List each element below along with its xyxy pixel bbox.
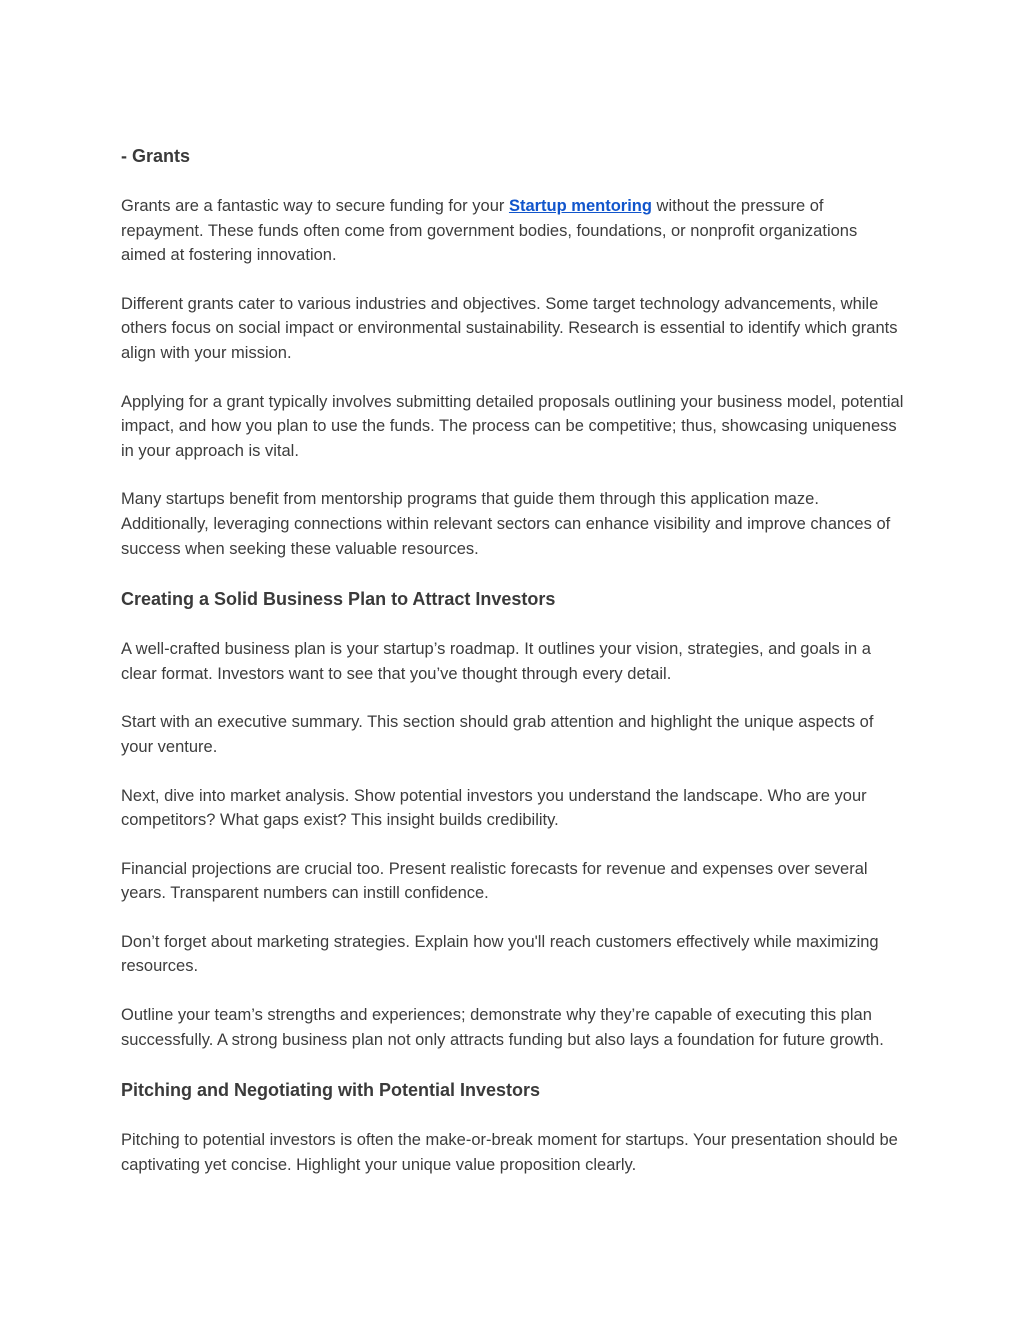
pitching-paragraph-1: Pitching to potential investors is often the make-or-break moment for startups. Your presentation should be captivating yet concise. Highlight your unique value proposition clearly. [121, 1131, 898, 1174]
grants-paragraph-4: Many startups benefit from mentorship programs that guide them through this application maze. Additionally, leveraging connections within relevant sectors can enhance visibility and improve chances of success when seeking these valuable resources. [121, 490, 891, 558]
business-plan-paragraph-2: Start with an executive summary. This section should grab attention and highlight the unique aspects of your venture. [121, 713, 874, 756]
document-page [121, 144, 906, 1177]
grants-paragraph-2: Different grants cater to various industries and objectives. Some target technology advancements, while others focus on social impact or environmental sustainability. Research is essential to identify which grants align with your mission. [121, 294, 898, 362]
grants-heading: - Grants [121, 146, 191, 166]
startup-mentoring-link[interactable]: Startup mentoring [508, 197, 652, 215]
business-plan-paragraph-4: Financial projections are crucial too. Present realistic forecasts for revenue and expenses over several years. Transparent numbers can instill confidence. [121, 859, 868, 903]
grants-paragraph-1-intro: Grants are a fantastic way to secure funding for your [121, 197, 509, 215]
grants-paragraph-3: Applying for a grant typically involves submitting detailed proposals outlining your business model, potential impact, and how you plan to use the funds. The process can be competitive; thus, showcasing uniqueness in your approach is vital. [121, 392, 904, 460]
grants-paragraph-1-rest: without the pressure of repayment. These funds often come from government bodies, foundations, or nonprofit organizations aimed at fostering innovation. [121, 197, 858, 265]
business-plan-paragraph-5: Don’t forget about marketing strategies. Explain how you'll reach customers effectively while maximizing resources. [121, 932, 879, 976]
pitching-heading: Pitching and Negotiating with Potential Investors [121, 1080, 541, 1101]
business-plan-paragraph-6: Outline your team’s strengths and experiences; demonstrate why they’re capable of executing this plan successfully. A strong business plan not only attracts funding but also lays a foundation for future growth. [121, 1006, 884, 1049]
business-plan-heading: Creating a Solid Business Plan to Attract Investors [121, 589, 556, 610]
business-plan-paragraph-1: A well-crafted business plan is your startup’s roadmap. It outlines your vision, strategies, and goals in a clear format. Investors want to see that you’ve thought through every detail. [121, 640, 871, 683]
grants-paragraph-1 [121, 194, 906, 268]
business-plan-paragraph-3: Next, dive into market analysis. Show potential investors you understand the landscape. Who are your competitors? What gaps exist? This insight builds credibility. [121, 786, 867, 830]
